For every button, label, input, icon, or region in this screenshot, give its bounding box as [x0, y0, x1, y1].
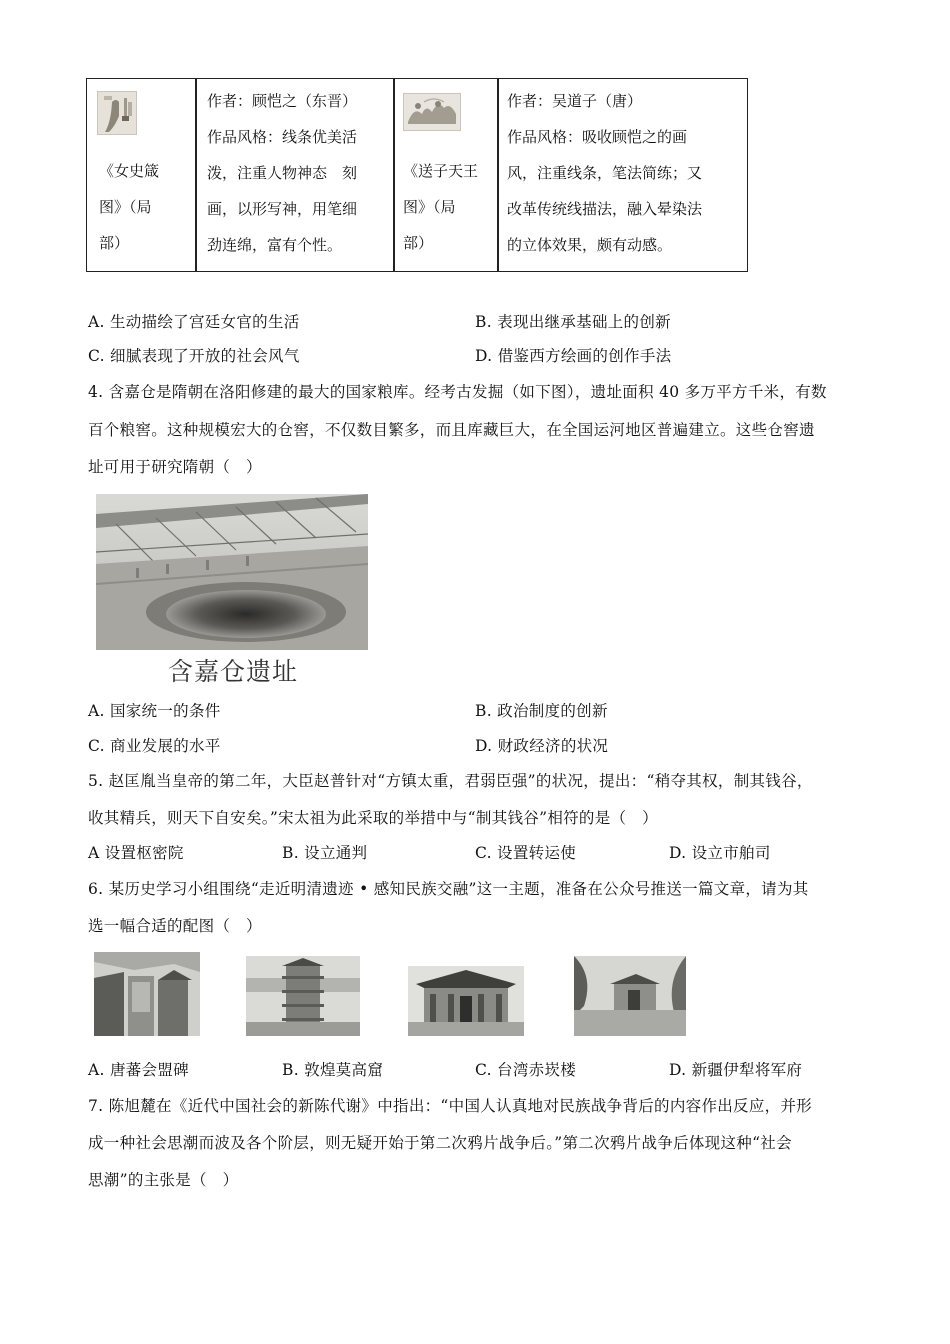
q3-option-b[interactable]: B. 表现出继承基础上的创新: [475, 313, 671, 331]
painting1-title-line: 图》（局: [99, 198, 152, 216]
q6-stem-line: 6. 某历史学习小组围绕“走近明清遗迹 • 感知民族交融”这一主题，准备在公众号推送一篇文章，请为其: [88, 880, 809, 898]
q7-stem-line: 思潮”的主张是（ ）: [88, 1171, 239, 1189]
q7-stem-line: 7. 陈旭麓在《近代中国社会的新陈代谢》中指出：“中国人认真地对民族战争背后的内容作出反应，并形: [88, 1097, 813, 1115]
painting1-description-cell: [195, 79, 393, 271]
q3-option-d[interactable]: D. 借鉴西方绘画的创作手法: [475, 347, 672, 365]
q3-option-c[interactable]: C. 细腻表现了开放的社会风气: [88, 347, 300, 365]
painting2-style-line: 改革传统线描法，融入晕染法: [507, 200, 703, 218]
dunhuang-mogao-caves-photo[interactable]: [246, 956, 360, 1036]
q4-option-a[interactable]: A. 国家统一的条件: [88, 702, 221, 720]
tang-tibet-alliance-stele-photo[interactable]: [94, 952, 200, 1036]
q6-stem-line: 选一幅合适的配图（ ）: [88, 917, 262, 935]
q5-option-d[interactable]: D. 设立市舶司: [669, 844, 771, 862]
painting1-title-line: 部）: [99, 234, 130, 252]
painting-comparison-table: [86, 78, 748, 272]
painting2-style-line: 风，注重线条，笔法简练；又: [507, 164, 703, 182]
painting1-style-line: 作品风格：线条优美活: [207, 128, 358, 146]
songzi-tianwang-painting-image: [403, 93, 461, 131]
q5-option-c[interactable]: C. 设置转运使: [475, 844, 577, 862]
q4-option-c[interactable]: C. 商业发展的水平: [88, 737, 221, 755]
q3-option-a[interactable]: A. 生动描绘了宫廷女官的生活: [88, 313, 300, 331]
painting1-style-line: 劲连绵，富有个性。: [207, 236, 343, 254]
q6-option-a[interactable]: A. 唐蕃会盟碑: [88, 1061, 189, 1079]
painting1-title-line: 《女史箴: [99, 162, 160, 180]
hanjia-granary-site-photo: [96, 494, 368, 650]
q5-stem-line: 5. 赵匡胤当皇帝的第二年，大臣赵普针对“方镇太重，君弱臣强”的状况，提出：“稍夺其权，制其钱谷，: [88, 772, 813, 790]
painting2-title-line: 部）: [403, 234, 434, 252]
nushi-zhen-painting-image: [97, 91, 137, 135]
painting2-style-line: 作品风格：吸收顾恺之的画: [507, 128, 688, 146]
q5-option-a[interactable]: A 设置枢密院: [88, 844, 184, 862]
painting2-title-line: 图》（局: [403, 198, 456, 216]
q6-option-c[interactable]: C. 台湾赤崁楼: [475, 1061, 577, 1079]
q5-option-b[interactable]: B. 设立通判: [282, 844, 368, 862]
painting2-author: 作者：吴道子（唐）: [507, 92, 643, 110]
q6-option-b[interactable]: B. 敦煌莫高窟: [282, 1061, 384, 1079]
painting1-author: 作者：顾恺之（东晋）: [207, 92, 358, 110]
painting1-style-line: 泼，注重人物神态 刻: [207, 164, 358, 182]
painting1-title-cell: [87, 79, 195, 271]
q4-option-d[interactable]: D. 财政经济的状况: [475, 737, 609, 755]
q6-option-d[interactable]: D. 新疆伊犁将军府: [669, 1061, 803, 1079]
granary-photo-caption: 含嘉仓遗址: [168, 657, 299, 686]
painting2-description-cell: [497, 79, 747, 271]
q7-stem-line: 成一种社会思潮而波及各个阶层，则无疑开始于第二次鸦片战争后。”第二次鸦片战争后体现这种“社会: [88, 1134, 792, 1152]
painting2-title-line: 《送子天王: [403, 162, 479, 180]
painting1-style-line: 画，以形写神，用笔细: [207, 200, 358, 218]
q4-stem-line: 百个粮窖。这种规模宏大的仓窖，不仅数目繁多，而且库藏巨大，在全国运河地区普遍建立。这些仓窖遗: [88, 421, 815, 439]
q4-stem-line: 4. 含嘉仓是隋朝在洛阳修建的最大的国家粮库。经考古发掘（如下图），遗址面积 40 多万平方千米，有数: [88, 383, 827, 401]
q5-stem-line: 收其精兵，则天下自安矣。”宋太祖为此采取的举措中与“制其钱谷”相符的是（ ）: [88, 809, 658, 827]
taiwan-chikan-tower-photo[interactable]: [408, 966, 524, 1036]
q4-option-b[interactable]: B. 政治制度的创新: [475, 702, 608, 720]
xinjiang-yili-general-mansion-photo[interactable]: [574, 956, 686, 1036]
painting2-style-line: 的立体效果，颇有动感。: [507, 236, 673, 254]
painting2-title-cell: [393, 79, 497, 271]
q4-stem-line: 址可用于研究隋朝（ ）: [88, 458, 262, 476]
